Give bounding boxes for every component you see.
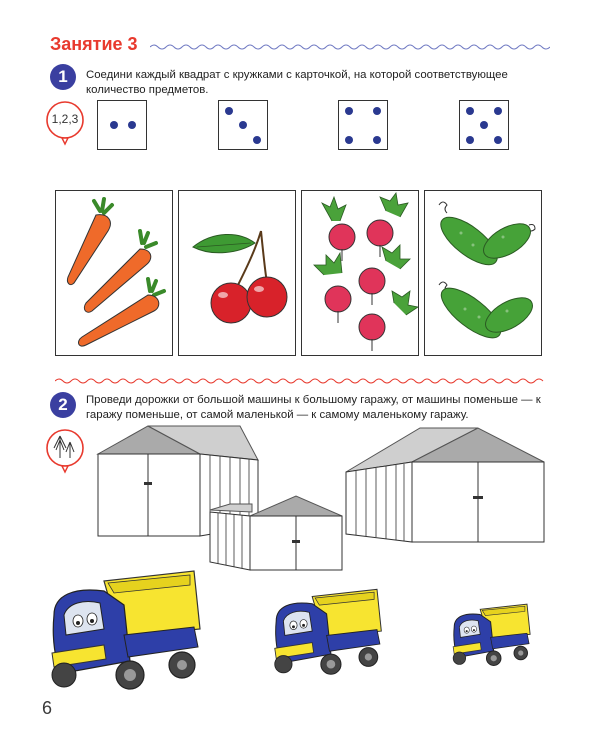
dice-dot <box>494 136 502 144</box>
trucks-picture <box>44 565 564 700</box>
garages-picture <box>90 420 560 580</box>
dice-dot <box>253 136 261 144</box>
dice-dot <box>494 107 502 115</box>
cherries-picture <box>179 191 296 356</box>
lesson-title: Занятие 3 <box>50 34 138 54</box>
truck-medium <box>275 589 382 674</box>
dice-dot <box>466 107 474 115</box>
dice-three-dots[interactable] <box>218 100 268 150</box>
garage-small <box>210 496 342 570</box>
dice-dot <box>480 121 488 129</box>
truck-small <box>453 604 530 665</box>
card-cherries[interactable] <box>178 190 296 356</box>
task-2-number-badge: 2 <box>50 392 76 418</box>
cucumbers-picture <box>425 191 542 356</box>
dice-dot <box>128 121 136 129</box>
dice-two-dots[interactable] <box>97 100 147 150</box>
dice-dot <box>373 136 381 144</box>
title-wave-divider <box>150 42 550 52</box>
card-cucumbers[interactable] <box>424 190 542 356</box>
dice-dot <box>239 121 247 129</box>
task-2-instruction: Проведи дорожки от большой машины к большому гаражу, от машины поменьше — к гаражу поменьше, от самой маленькой — к самому маленькому гаражу. <box>86 394 541 421</box>
dice-dot <box>225 107 233 115</box>
radishes-picture <box>302 191 419 356</box>
dice-four-dots[interactable] <box>338 100 388 150</box>
card-radishes[interactable] <box>301 190 419 356</box>
card-carrots[interactable] <box>55 190 173 356</box>
trees-balloon-icon <box>44 428 86 491</box>
task-1-number-badge: 1 <box>50 64 76 90</box>
page-number: 6 <box>42 698 53 718</box>
dice-dot <box>345 136 353 144</box>
task-1-instruction: Соедини каждый квадрат с кружками с карточкой, на которой соответствующее количество предметов. <box>86 69 508 96</box>
dice-dot <box>373 107 381 115</box>
garage-large <box>346 428 544 542</box>
counting-balloon-icon <box>44 100 86 163</box>
dice-dot <box>110 121 118 129</box>
balloon-label: 1,2,3 <box>51 112 79 126</box>
dice-five-dots[interactable] <box>459 100 509 150</box>
truck-large <box>52 571 200 689</box>
dice-dot <box>466 136 474 144</box>
dice-dot <box>345 107 353 115</box>
section-wave-divider <box>55 376 545 386</box>
carrots-picture <box>56 191 173 356</box>
